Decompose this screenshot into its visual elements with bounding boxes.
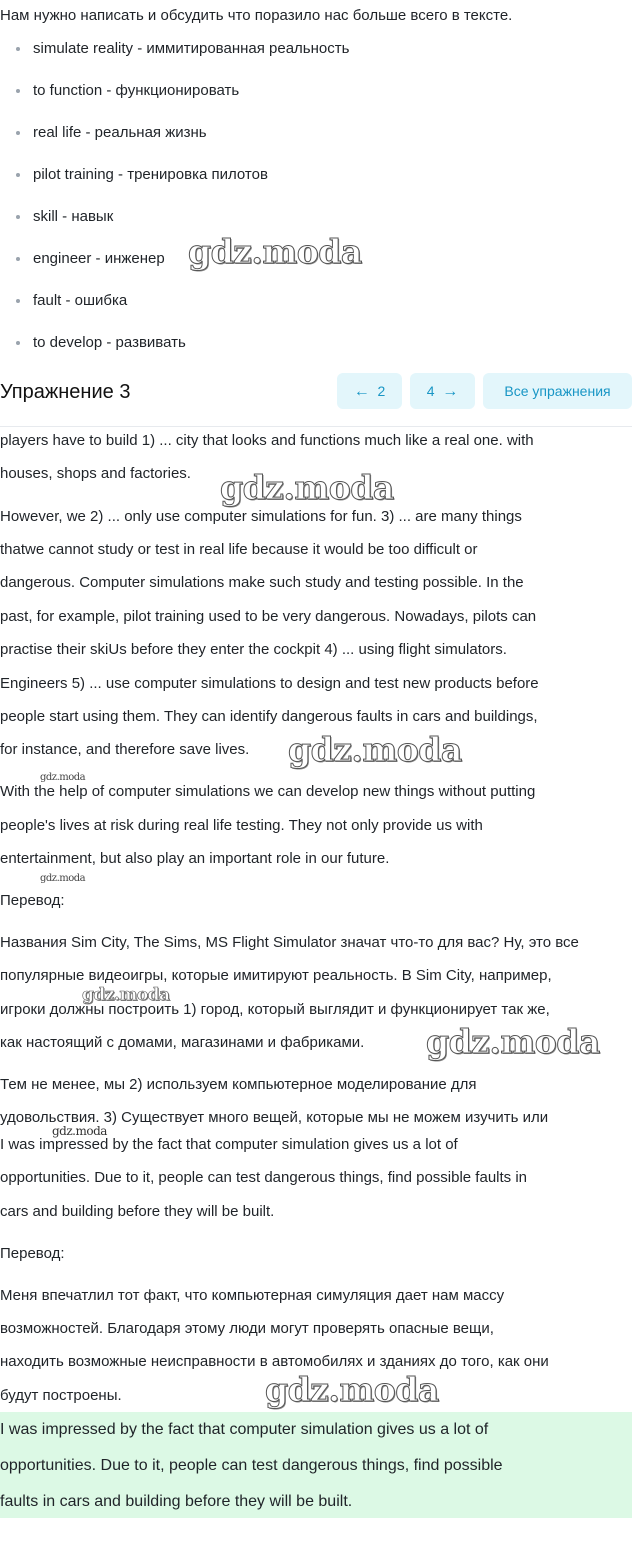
translation-heading: Перевод: bbox=[0, 892, 65, 909]
text-line: people start using them. They can identify dangerous faults in cars and buildings, bbox=[0, 708, 538, 725]
text-line: houses, shops and factories. bbox=[0, 465, 191, 482]
text-line: thatwe cannot study or test in real life because it would be too difficult or bbox=[0, 541, 478, 558]
bullet-icon bbox=[16, 341, 20, 345]
bullet-icon bbox=[16, 215, 20, 219]
bullet-icon bbox=[16, 299, 20, 303]
watermark-logo: gdz.moda bbox=[52, 1124, 107, 1138]
list-item bbox=[0, 290, 349, 332]
watermark-logo: gdz.moda bbox=[40, 873, 86, 884]
text-line: With the help of computer simulations we can develop new things without putting bbox=[0, 783, 536, 800]
text-line: Названия Sim City, The Sims, MS Flight Simulator значат что-то для вас? Ну, это все bbox=[0, 934, 579, 951]
arrow-right-icon: → bbox=[442, 383, 459, 400]
list-item-text: skill - навык bbox=[33, 208, 114, 225]
text-line: будут построены. bbox=[0, 1387, 122, 1404]
next-exercise-button[interactable] bbox=[410, 373, 475, 409]
list-item bbox=[0, 122, 349, 164]
answer-line: opportunities. Due to it, people can test dangerous things, find possible bbox=[0, 1457, 503, 1474]
intro-text: Нам нужно написать и обсудить что поразило нас больше всего в тексте. bbox=[0, 7, 513, 24]
all-exercises-button[interactable]: Все упражнения bbox=[483, 373, 632, 409]
arrow-left-icon: ← bbox=[353, 383, 370, 400]
translation-heading: Перевод: bbox=[0, 1245, 65, 1262]
list-item-text: to develop - развивать bbox=[33, 334, 186, 351]
answer-box bbox=[0, 1412, 632, 1518]
text-line: However, we 2) ... only use computer simulations for fun. 3) ... are many things bbox=[0, 508, 522, 525]
list-item bbox=[0, 164, 349, 206]
text-line: Меня впечатлил тот факт, что компьютерная симуляция дает нам массу bbox=[0, 1287, 505, 1304]
text-line: как настоящий с домами, магазинами и фабриками. bbox=[0, 1034, 365, 1051]
bullet-icon bbox=[16, 131, 20, 135]
text-line: популярные видеоигры, которые имитируют реальность. В Sim City, например, bbox=[0, 967, 552, 984]
list-item-text: fault - ошибка bbox=[33, 292, 128, 309]
list-item-text: to function - функционировать bbox=[33, 82, 240, 99]
list-item-text: simulate reality - иммитированная реальность bbox=[33, 40, 350, 57]
vocabulary-list bbox=[0, 38, 349, 374]
list-item-text: pilot training - тренировка пилотов bbox=[33, 166, 268, 183]
text-line: entertainment, but also play an important role in our future. bbox=[0, 850, 390, 867]
list-item bbox=[0, 332, 349, 374]
text-line: opportunities. Due to it, people can test dangerous things, find possible faults in bbox=[0, 1169, 527, 1186]
text-line: удовольствия. 3) Существует много вещей, которые мы не можем изучить или bbox=[0, 1109, 549, 1126]
watermark-logo: gdz.moda bbox=[288, 730, 462, 769]
exercise-title: Упражнение 3 bbox=[0, 381, 131, 403]
watermark-logo: gdz.moda bbox=[188, 232, 362, 271]
answer-line: I was impressed by the fact that computer simulation gives us a lot of bbox=[0, 1421, 489, 1438]
text-line: practise their skiUs before they enter the cockpit 4) ... using flight simulators. bbox=[0, 641, 507, 658]
divider bbox=[0, 426, 632, 427]
prev-exercise-button[interactable] bbox=[337, 373, 402, 409]
text-line: находить возможные неисправности в автомобилях и зданиях до того, как они bbox=[0, 1353, 549, 1370]
list-item-text: real life - реальная жизнь bbox=[33, 124, 207, 141]
watermark-logo: gdz.moda bbox=[82, 985, 170, 1005]
prev-exercise-label: 2 bbox=[377, 383, 386, 399]
next-exercise-label: 4 bbox=[426, 383, 435, 399]
watermark-logo: gdz.moda bbox=[220, 468, 394, 507]
text-line: Engineers 5) ... use computer simulations to design and test new products before bbox=[0, 675, 539, 692]
list-item bbox=[0, 80, 349, 122]
watermark-logo: gdz.moda bbox=[426, 1022, 600, 1061]
text-line: people's lives at risk during real life testing. They not only provide us with bbox=[0, 817, 483, 834]
bullet-icon bbox=[16, 257, 20, 261]
text-line: cars and building before they will be built. bbox=[0, 1203, 275, 1220]
text-line: Тем не менее, мы 2) используем компьютерное моделирование для bbox=[0, 1076, 477, 1093]
bullet-icon bbox=[16, 89, 20, 93]
text-line: игроки должны построить 1) город, который выглядит и функционирует так же, bbox=[0, 1001, 550, 1018]
list-item bbox=[0, 38, 349, 80]
text-line: past, for example, pilot training used to be very dangerous. Nowadays, pilots can bbox=[0, 608, 537, 625]
watermark-logo: gdz.moda bbox=[40, 772, 86, 783]
bullet-icon bbox=[16, 47, 20, 51]
answer-line: faults in cars and building before they will be built. bbox=[0, 1493, 353, 1510]
text-line: players have to build 1) ... city that looks and functions much like a real one. with bbox=[0, 432, 534, 449]
text-line: I was impressed by the fact that computer simulation gives us a lot of bbox=[0, 1136, 458, 1153]
text-line: for instance, and therefore save lives. bbox=[0, 741, 250, 758]
watermark-logo: gdz.moda bbox=[265, 1370, 439, 1409]
bullet-icon bbox=[16, 173, 20, 177]
text-line: возможностей. Благодаря этому люди могут проверять опасные вещи, bbox=[0, 1320, 494, 1337]
text-line: dangerous. Computer simulations make such study and testing possible. In the bbox=[0, 574, 524, 591]
list-item-text: engineer - инженер bbox=[33, 250, 165, 267]
